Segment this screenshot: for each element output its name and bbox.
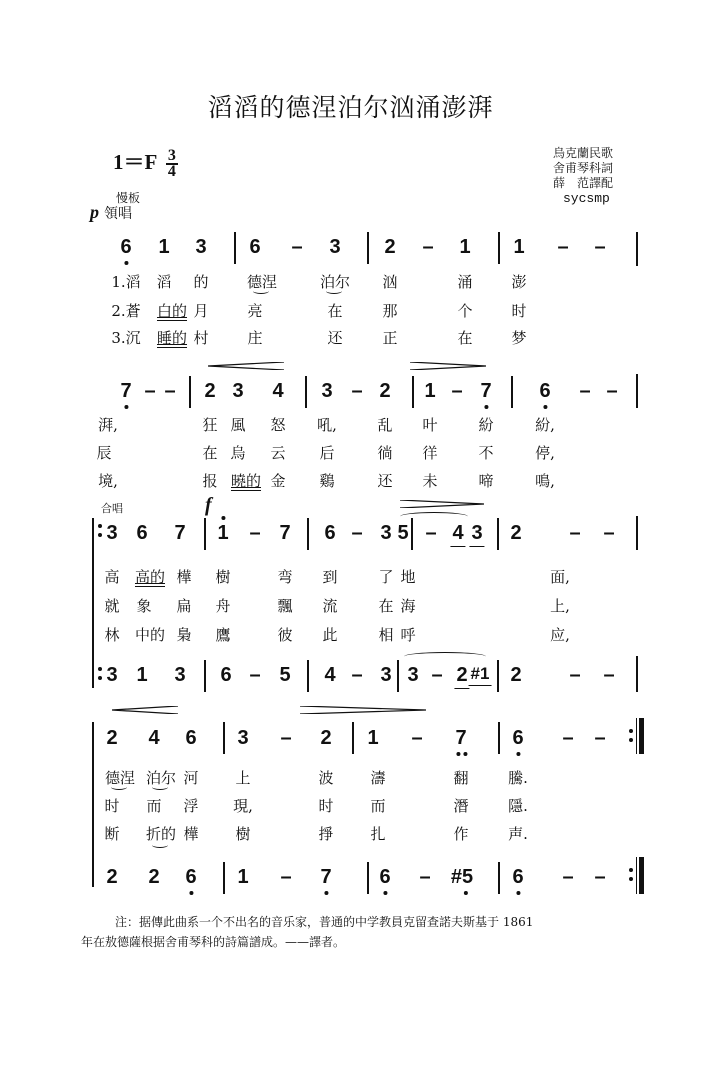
note: –	[603, 522, 615, 544]
barline	[307, 660, 309, 692]
lyric: 那	[382, 302, 398, 320]
note: #1	[470, 664, 490, 683]
lyric: 上,	[550, 597, 570, 615]
note: #5	[451, 866, 473, 889]
lyric: 高	[104, 568, 120, 586]
lyric: 中的	[134, 626, 166, 644]
lyric: 辰	[96, 444, 112, 462]
note: 3	[380, 664, 392, 686]
note: 5	[397, 522, 409, 544]
note: 3	[195, 236, 207, 258]
footnote-line-1: 注：据傳此曲系一个不出名的音乐家，普通的中学教員克留查諾夫斯基于 1861	[115, 915, 534, 929]
lyric: 象	[136, 597, 152, 615]
barline	[305, 376, 307, 408]
note: 6	[379, 866, 390, 889]
lyric: 弯	[277, 568, 293, 586]
note: 2	[384, 236, 396, 258]
lyric: 隱.	[508, 797, 528, 815]
diminuendo-hairpin	[400, 500, 484, 508]
diminuendo-hairpin	[300, 706, 426, 714]
lyric: 2.蒼	[111, 302, 141, 320]
lyric: 紛	[478, 416, 494, 434]
elision-tie	[253, 288, 269, 294]
lyric: 报	[202, 472, 218, 490]
lyric: 在	[202, 444, 218, 462]
note: 3	[471, 522, 483, 544]
barline	[636, 656, 638, 692]
lyric: 而	[146, 797, 162, 815]
lyric: 騰.	[508, 769, 528, 787]
barline	[498, 862, 500, 894]
note: 4	[272, 380, 284, 402]
barline	[411, 518, 413, 550]
note: 3	[329, 236, 341, 258]
lyric: 声.	[508, 825, 528, 843]
footnote-line-2: 年在敖德薩根据舍甫琴科的詩篇譜成。——譯者。	[81, 935, 346, 949]
credits	[553, 146, 613, 206]
lyric: 时	[511, 302, 527, 320]
note: 2	[106, 727, 118, 749]
note: –	[351, 380, 363, 402]
lyric: 相	[378, 626, 394, 644]
lyric: 林	[104, 626, 120, 644]
lyric: 还	[327, 329, 343, 347]
lyric: 潛	[453, 797, 469, 815]
lyric: 乱	[377, 416, 393, 434]
tempo-marking: 慢板	[116, 191, 141, 205]
lyric: 面,	[550, 568, 570, 586]
lyric: 在	[457, 329, 473, 347]
note: –	[562, 866, 574, 888]
note: –	[557, 236, 569, 258]
dynamic-start: p 領唱	[90, 202, 132, 222]
note: 6	[185, 866, 196, 889]
lyric: 樺	[183, 825, 199, 843]
lyric: 高的	[134, 568, 166, 586]
elision-tie	[152, 842, 168, 848]
note: 3	[106, 664, 118, 686]
note: 1	[513, 236, 525, 258]
note: 4	[324, 664, 336, 686]
barline	[307, 518, 309, 550]
note: 3	[321, 380, 333, 402]
note: –	[431, 664, 443, 686]
lyric: 飄	[277, 597, 293, 615]
note: 7	[480, 380, 491, 403]
note: 5	[279, 664, 291, 686]
note: –	[422, 236, 434, 258]
note: –	[351, 664, 363, 686]
lyric: 徉	[422, 444, 438, 462]
lyric: 舟	[215, 597, 231, 615]
lyric: 此	[322, 626, 338, 644]
barline	[497, 518, 499, 550]
note: 2	[320, 727, 332, 749]
barline	[497, 660, 499, 692]
note: –	[411, 727, 423, 749]
note: –	[351, 522, 363, 544]
lyric: 彼	[277, 626, 293, 644]
watermark: sycsmp	[563, 191, 610, 206]
barline	[223, 722, 225, 754]
crescendo-hairpin	[410, 362, 486, 370]
note: –	[606, 380, 618, 402]
lyric: 不	[478, 444, 494, 462]
lyric: 澎	[511, 273, 527, 291]
barline	[636, 857, 637, 894]
lyric: 狂	[202, 416, 218, 434]
lyric: 翻	[453, 769, 469, 787]
note: –	[569, 664, 581, 686]
barline	[352, 722, 354, 754]
elision-tie	[326, 288, 342, 294]
crescendo-hairpin	[112, 706, 178, 714]
lyric: 就	[104, 597, 120, 615]
lyric: 村	[193, 329, 209, 347]
lyric: 扁	[176, 597, 192, 615]
barline	[412, 376, 414, 408]
note: –	[249, 522, 261, 544]
credit-lyricist: 舍甫琴科詞	[553, 161, 614, 175]
note: 6	[220, 664, 232, 686]
song-title: 滔滔的德涅泊尔汹涌澎湃	[207, 93, 494, 122]
lyric: 德涅	[104, 769, 136, 787]
lyric: 湃,	[98, 416, 118, 434]
lyric: 樹	[235, 825, 251, 843]
barline	[511, 376, 513, 408]
note: 2	[510, 522, 522, 544]
note: 7	[455, 727, 466, 750]
system-bracket	[92, 518, 94, 688]
lyric: 徜	[377, 444, 393, 462]
lyric: 上	[235, 769, 251, 787]
lyric: 到	[322, 568, 338, 586]
lyric: 停,	[535, 444, 555, 462]
barline	[636, 232, 638, 266]
note: 7	[279, 522, 291, 544]
lyric: 濤	[370, 769, 386, 787]
lyric: 的	[193, 273, 209, 291]
note: –	[280, 866, 292, 888]
note: 1	[459, 236, 471, 258]
note: 1	[217, 522, 228, 545]
note: –	[280, 727, 292, 749]
final-barline	[639, 718, 644, 754]
barline	[367, 232, 369, 264]
lyric: 境,	[98, 472, 118, 490]
note: 6	[539, 380, 550, 403]
lyric: 云	[270, 444, 286, 462]
credit-translator: 薛 范譯配	[553, 176, 614, 190]
lyric: 樺	[176, 568, 192, 586]
key-signature	[113, 146, 178, 179]
note: 3	[232, 380, 244, 402]
final-barline	[639, 857, 644, 894]
barline	[204, 660, 206, 692]
lyric: 紛,	[535, 416, 555, 434]
lyric: 樹	[215, 568, 231, 586]
note: 1	[367, 727, 379, 749]
note: 1	[158, 236, 170, 258]
lyric: 地	[400, 568, 416, 586]
system-bracket	[92, 722, 94, 887]
dynamic-forte: f	[205, 494, 212, 516]
elision-tie	[111, 784, 127, 790]
lyric: 了	[378, 568, 394, 586]
note: 3	[106, 522, 118, 544]
lyric: 金	[270, 472, 286, 490]
note: –	[419, 866, 431, 888]
lyric: 鷹	[215, 626, 231, 644]
lyric: 烏	[230, 444, 246, 462]
lyric: 白的	[156, 302, 188, 320]
lyric: 时	[104, 797, 120, 815]
lyric: 梦	[511, 329, 527, 347]
lyric: 正	[382, 329, 398, 347]
crescendo-hairpin	[208, 362, 284, 370]
lyric: 后	[319, 444, 335, 462]
lyric: 个	[457, 302, 473, 320]
barline	[234, 232, 236, 264]
note: –	[164, 380, 176, 402]
note: 3	[237, 727, 249, 749]
note: 1	[237, 866, 249, 888]
repeat-end	[629, 729, 633, 742]
lyric: 波	[318, 769, 334, 787]
time-signature: $\frac{3}{4}$	[167, 147, 176, 181]
note: 2	[510, 664, 522, 686]
lyric: 扎	[370, 825, 386, 843]
repeat-start	[98, 524, 102, 537]
lyric: 折的	[145, 825, 177, 843]
note: 3	[174, 664, 186, 686]
lyric: 怒	[270, 416, 286, 434]
lyric: 呼	[400, 626, 416, 644]
lyric: 睡的	[156, 329, 188, 347]
lyric: 涌	[457, 273, 473, 291]
barline	[636, 374, 638, 408]
note: 6	[324, 522, 336, 544]
note: 1	[424, 380, 436, 402]
lyric: 鳴,	[535, 472, 555, 490]
note: –	[291, 236, 303, 258]
lyric: 河	[183, 769, 199, 787]
note: –	[569, 522, 581, 544]
note: 1	[136, 664, 148, 686]
note: 2	[106, 866, 118, 888]
lyric: 庄	[247, 329, 263, 347]
lyric: 而	[370, 797, 386, 815]
lyric: 掙	[318, 825, 334, 843]
lyric: 未	[422, 472, 438, 490]
barline	[223, 862, 225, 894]
note: 7	[174, 522, 186, 544]
note: 2	[456, 664, 468, 686]
lyric: 在	[378, 597, 394, 615]
note: 2	[379, 380, 391, 402]
lyric: 应,	[550, 626, 570, 644]
barline	[367, 862, 369, 894]
lyric: 还	[377, 472, 393, 490]
lyric: 啼	[478, 472, 494, 490]
lyric: 滔	[156, 273, 172, 291]
lyric: 泊尔	[145, 769, 177, 787]
lyric: 作	[453, 825, 469, 843]
lyric: 1.滔	[111, 273, 141, 291]
barline	[397, 660, 399, 692]
elision-tie	[152, 784, 168, 790]
note: –	[249, 664, 261, 686]
note: 6	[512, 727, 523, 750]
lyric: 流	[322, 597, 338, 615]
lyric: 梟	[176, 626, 192, 644]
lyric: 德涅	[246, 273, 278, 291]
lyric: 叶	[422, 416, 438, 434]
lyric: 現,	[233, 797, 253, 815]
note: –	[594, 866, 606, 888]
note: 2	[204, 380, 216, 402]
note: 2	[148, 866, 160, 888]
barline	[204, 518, 206, 550]
lyric: 断	[104, 825, 120, 843]
note: –	[144, 380, 156, 402]
barline	[498, 232, 500, 264]
lyric: 浮	[183, 797, 199, 815]
lyric: 風	[230, 416, 246, 434]
note: 6	[120, 236, 131, 259]
note: 4	[148, 727, 160, 749]
note: –	[425, 522, 437, 544]
note: 3	[380, 522, 392, 544]
chorus-label: 合唱	[101, 502, 123, 515]
note: 7	[120, 380, 131, 403]
note: –	[594, 727, 606, 749]
barline	[189, 376, 191, 408]
note: –	[603, 664, 615, 686]
note: –	[579, 380, 591, 402]
key-label: 1＝F	[113, 150, 157, 174]
lyric: 3.沉	[111, 329, 141, 347]
barline	[498, 722, 500, 754]
note: 6	[249, 236, 261, 258]
lyric: 曉的	[230, 472, 262, 490]
lyric: 时	[318, 797, 334, 815]
note: –	[594, 236, 606, 258]
note: 7	[320, 866, 331, 889]
lyric: 月	[193, 302, 209, 320]
note: 4	[452, 522, 464, 544]
slur	[404, 652, 486, 661]
barline	[636, 718, 637, 754]
lyric: 鷄	[319, 472, 335, 490]
note: –	[451, 380, 463, 402]
footnote	[81, 912, 675, 952]
repeat-end	[629, 868, 633, 881]
lyric: 吼,	[317, 416, 337, 434]
credit-origin: 烏克蘭民歌	[553, 146, 614, 160]
note: 6	[512, 866, 523, 889]
note: –	[562, 727, 574, 749]
note: 6	[136, 522, 148, 544]
lyric: 在	[327, 302, 343, 320]
note: 6	[185, 727, 197, 749]
lyric: 亮	[247, 302, 263, 320]
note: 3	[407, 664, 419, 686]
lyric: 汹	[382, 273, 398, 291]
barline	[636, 516, 638, 550]
lyric: 海	[400, 597, 416, 615]
repeat-start	[98, 667, 102, 680]
lyric: 泊尔	[319, 273, 351, 291]
